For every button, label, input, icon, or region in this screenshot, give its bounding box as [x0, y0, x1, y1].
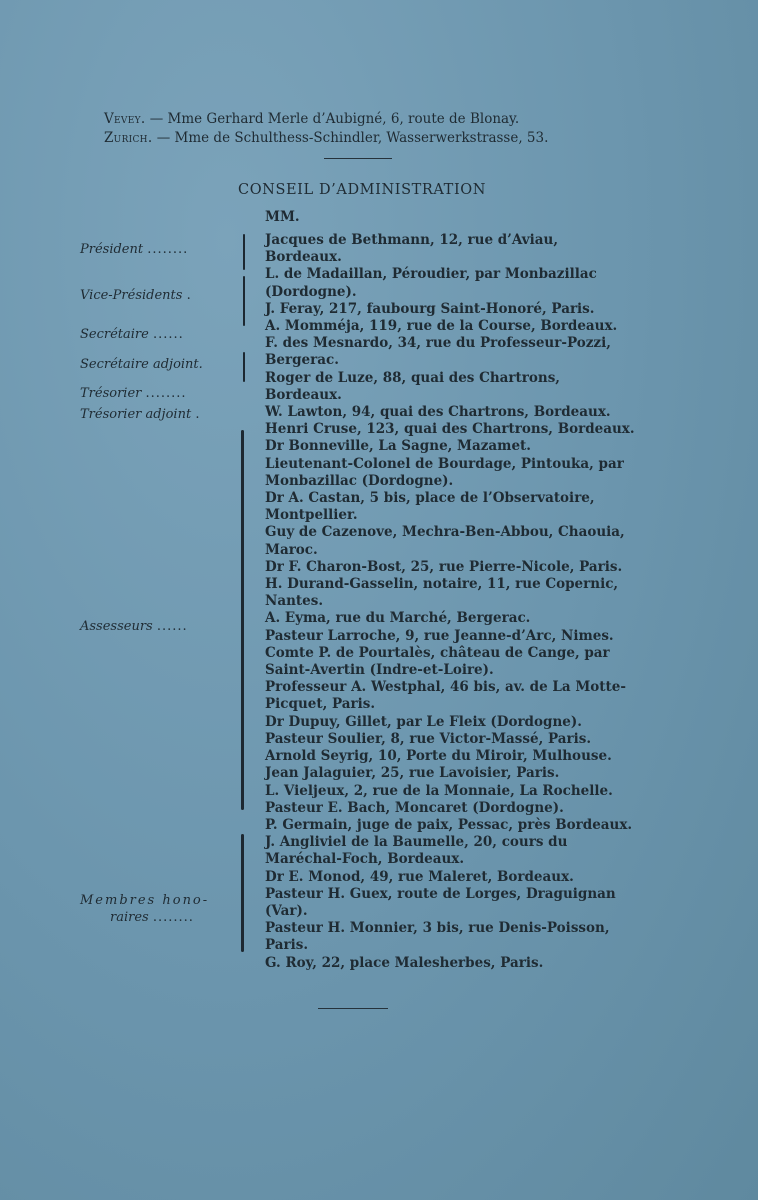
role-label: Secrétaire adjoint. [80, 357, 203, 372]
list-item: Guy de Cazenove, Mechra-Ben-Abbou, Chaouia, Maroc. [265, 524, 625, 558]
list-item: Lieutenant-Colonel de Bourdage, Pintouka, par Monbazillac (Dordogne). [265, 455, 624, 489]
address-line: Zurich. — Mme de Schulthess-Schindler, Wasserwerkstrasse, 53. [104, 130, 549, 146]
role-label: raires ........ [110, 910, 194, 925]
address-line: Vevey. — Mme Gerhard Merle d’Aubigné, 6, route de Blonay. [104, 111, 520, 127]
brace-line [243, 276, 245, 326]
list-item: P. Germain, juge de paix, Pessac, près Bordeaux. [265, 816, 633, 833]
list-item: Roger de Luze, 88, quai des Chartrons, Bordeaux. [265, 369, 560, 403]
header-addresses [104, 110, 548, 148]
list-item: G. Roy, 22, place Malesherbes, Paris. [265, 954, 544, 971]
list-item: Pasteur H. Guex, route de Lorges, Draguignan (Var). [265, 885, 616, 919]
list-item: Pasteur Larroche, 9, rue Jeanne-d’Arc, Nimes. [265, 627, 614, 644]
list-item: H. Durand-Gasselin, notaire, 11, rue Copernic, Nantes. [265, 576, 619, 610]
list-item: Pasteur H. Monnier, 3 bis, rue Denis-Poisson, Paris. [265, 920, 610, 954]
list-item: Dr Dupuy, Gillet, par Le Fleix (Dordogne). [265, 713, 582, 730]
list-item: Dr F. Charon-Bost, 25, rue Pierre-Nicole, Paris. [265, 558, 623, 575]
brace-line [241, 834, 244, 952]
member-list [265, 232, 637, 972]
list-item: A. Momméja, 119, rue de la Course, Bordeaux. [265, 318, 618, 335]
list-item: Jacques de Bethmann, 12, rue d’Aviau, Bordeaux. [265, 232, 559, 266]
list-item: A. Eyma, rue du Marché, Bergerac. [265, 610, 531, 627]
list-item: Dr Bonneville, La Sagne, Mazamet. [265, 438, 531, 455]
list-item: W. Lawton, 94, quai des Chartrons, Bordeaux. [265, 404, 611, 421]
brace-line [241, 430, 244, 810]
section-title: CONSEIL D’ADMINISTRATION [238, 182, 487, 198]
list-item: L. Vieljeux, 2, rue de la Monnaie, La Rochelle. [265, 782, 613, 799]
list-item: Professeur A. Westphal, 46 bis, av. de La Motte-Picquet, Paris. [265, 679, 626, 713]
role-label: Assesseurs ...... [80, 619, 188, 634]
list-item: Dr E. Monod, 49, rue Maleret, Bordeaux. [265, 868, 574, 885]
list-item: J. Angliviel de la Baumelle, 20, cours du Maréchal-Foch, Bordeaux. [265, 834, 568, 868]
role-label: Trésorier ........ [80, 386, 187, 401]
role-label: Secrétaire ...... [80, 327, 184, 342]
list-item: Henri Cruse, 123, quai des Chartrons, Bordeaux. [265, 421, 635, 438]
list-item: Arnold Seyrig, 10, Porte du Miroir, Mulhouse. [265, 748, 612, 765]
brace-line [243, 234, 245, 270]
role-label: Membres hono- [80, 893, 210, 908]
list-item: Dr A. Castan, 5 bis, place de l’Observatoire, Montpellier. [265, 490, 595, 524]
list-item: J. Feray, 217, faubourg Saint-Honoré, Paris. [265, 300, 595, 317]
list-item: Comte P. de Pourtalès, château de Cange, par Saint-Avertin (Indre-et-Loire). [265, 644, 610, 679]
mm-abbreviation: MM. [265, 209, 300, 225]
list-item: L. de Madaillan, Péroudier, par Monbazillac (Dordogne). [265, 266, 597, 300]
divider-rule [324, 158, 392, 159]
divider-rule [318, 1008, 388, 1009]
list-item: F. des Mesnardo, 34, rue du Professeur-Pozzi, Bergerac. [265, 335, 611, 369]
list-item: Pasteur Soulier, 8, rue Victor-Massé, Paris. [265, 730, 592, 747]
role-label: Président ........ [80, 242, 189, 257]
role-label: Trésorier adjoint . [80, 407, 201, 422]
brace-line [243, 352, 245, 382]
role-label: Vice-Présidents . [80, 288, 192, 303]
list-item: Jean Jalaguier, 25, rue Lavoisier, Paris. [265, 765, 560, 782]
list-item: Pasteur E. Bach, Moncaret (Dordogne). [265, 799, 564, 816]
